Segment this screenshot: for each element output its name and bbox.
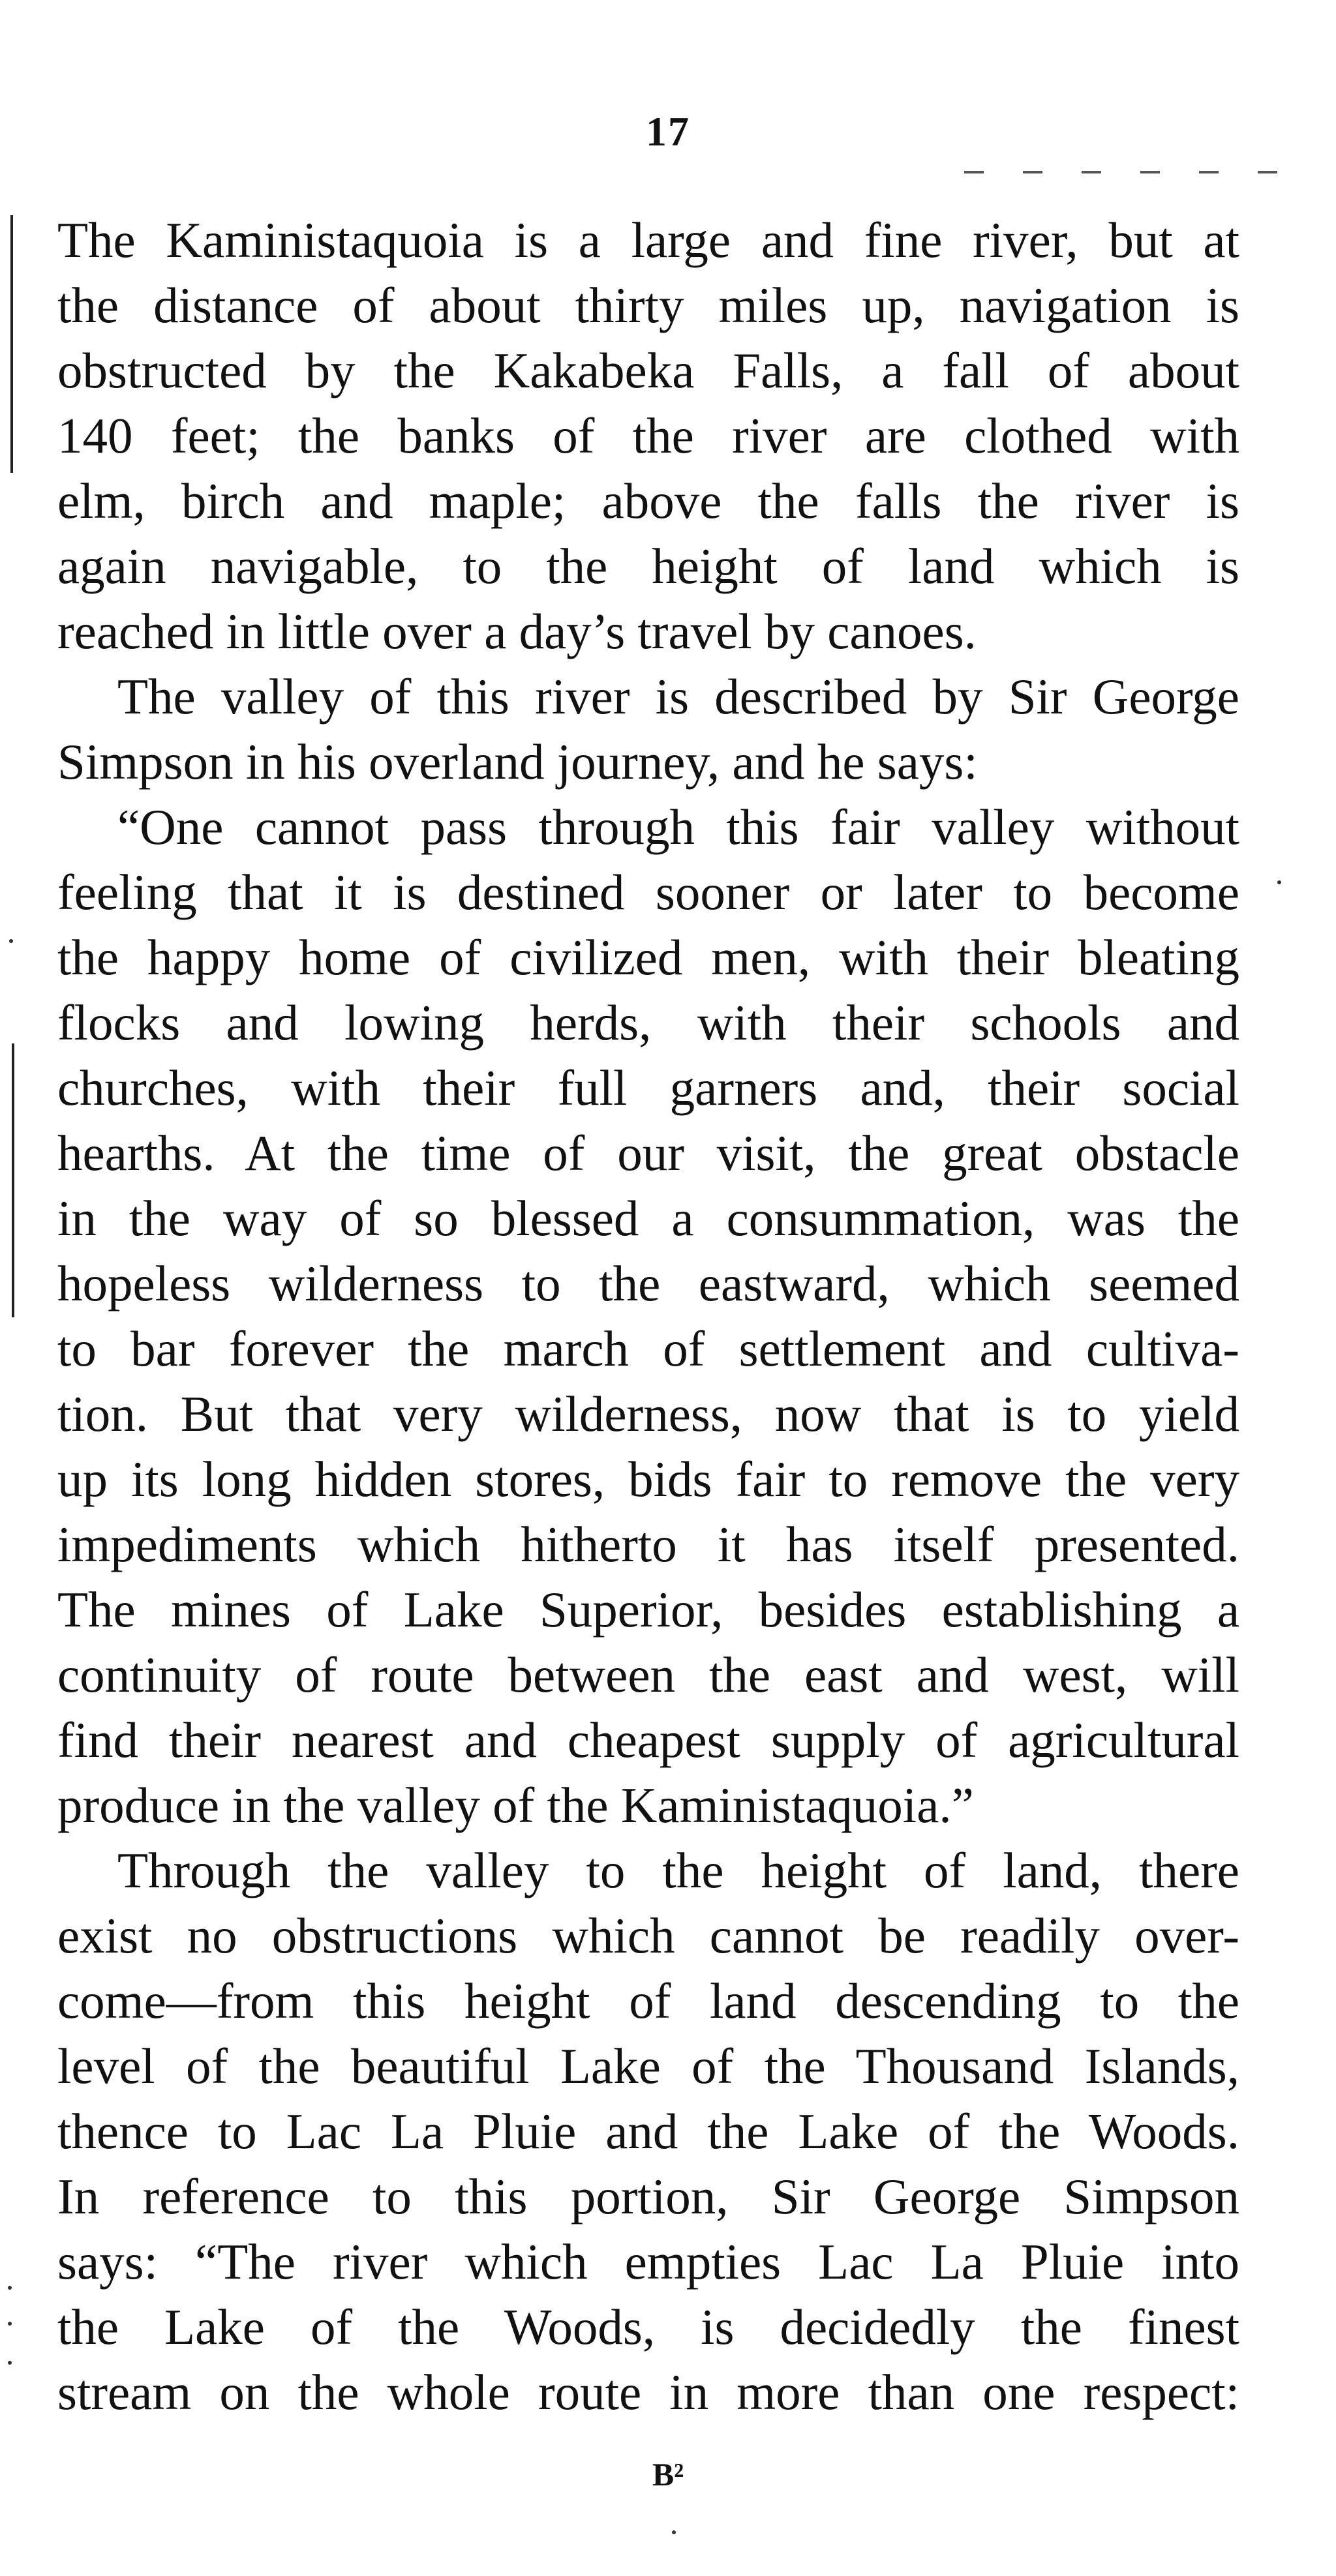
scan-speck: [672, 2530, 676, 2534]
text-line: churches, with their full garners and, their social: [57, 1060, 1239, 1116]
text-line: The valley of this river is described by Sir George: [117, 668, 1239, 725]
body-text: [57, 207, 1239, 2425]
text-line: come—from this height of land descending to the: [57, 1973, 1239, 2029]
text-line: tion. But that very wilderness, now that is to yield: [57, 1386, 1239, 1442]
text-line: stream on the whole route in more than one respect:: [57, 2364, 1239, 2420]
text-line: again navigable, to the height of land which is: [57, 538, 1239, 594]
text-line: to bar forever the march of settlement and cultiva-: [57, 1321, 1239, 1377]
text-line: In reference to this portion, Sir George Simpson: [57, 2168, 1239, 2224]
margin-bracket-mark: [12, 1043, 14, 1317]
text-line: elm, birch and maple; above the falls the river is: [57, 473, 1239, 529]
text-line: exist no obstructions which cannot be readily over-: [57, 1908, 1239, 1964]
text-line: reached in little over a day’s travel by canoes.: [57, 603, 977, 659]
text-line: Through the valley to the height of land, there: [117, 1842, 1239, 1898]
scan-dash-marks: [964, 171, 1316, 173]
text-line: up its long hidden stores, bids fair to remove the very: [57, 1451, 1239, 1507]
text-line: feeling that it is destined sooner or later to become: [57, 864, 1239, 920]
text-line: hopeless wilderness to the eastward, which seemed: [57, 1255, 1239, 1311]
text-line: The mines of Lake Superior, besides establishing a: [57, 1581, 1239, 1638]
text-line: the Lake of the Woods, is decidedly the finest: [57, 2299, 1239, 2355]
text-line: continuity of route between the east and west, will: [57, 1647, 1239, 1703]
text-line: level of the beautiful Lake of the Thousand Islands,: [57, 2038, 1239, 2094]
text-line: thence to Lac La Pluie and the Lake of the Woods.: [57, 2103, 1239, 2159]
text-line: Simpson in his overland journey, and he says:: [57, 734, 978, 790]
scan-speck: [9, 939, 13, 943]
scan-speck: [8, 2361, 12, 2365]
text-line: find their nearest and cheapest supply of agricultural: [57, 1712, 1239, 1768]
text-line: 140 feet; the banks of the river are clothed with: [57, 408, 1239, 464]
text-line: impediments which hitherto it has itself presented.: [57, 1516, 1239, 1572]
scan-speck: [8, 2322, 12, 2326]
margin-bracket-mark: [10, 215, 13, 473]
text-line: the distance of about thirty miles up, navigation is: [57, 277, 1239, 333]
text-line: the happy home of civilized men, with their bleating: [57, 929, 1239, 985]
scan-speck: [8, 2286, 12, 2290]
text-line: flocks and lowing herds, with their schools and: [57, 995, 1239, 1051]
page-number: 17: [646, 108, 690, 155]
text-line: produce in the valley of the Kaministaquoia.”: [57, 1777, 974, 1833]
text-line: hearths. At the time of our visit, the great obstacle: [57, 1125, 1239, 1181]
text-line: “One cannot pass through this fair valley without: [117, 799, 1239, 855]
scan-speck: [1277, 880, 1281, 884]
text-line: says: “The river which empties Lac La Pluie into: [57, 2234, 1239, 2290]
text-line: in the way of so blessed a consummation, was the: [57, 1190, 1239, 1246]
text-line: The Kaministaquoia is a large and fine river, but at: [57, 212, 1239, 268]
text-line: obstructed by the Kakabeka Falls, a fall of about: [57, 342, 1239, 398]
signature-mark: B²: [652, 2456, 684, 2493]
